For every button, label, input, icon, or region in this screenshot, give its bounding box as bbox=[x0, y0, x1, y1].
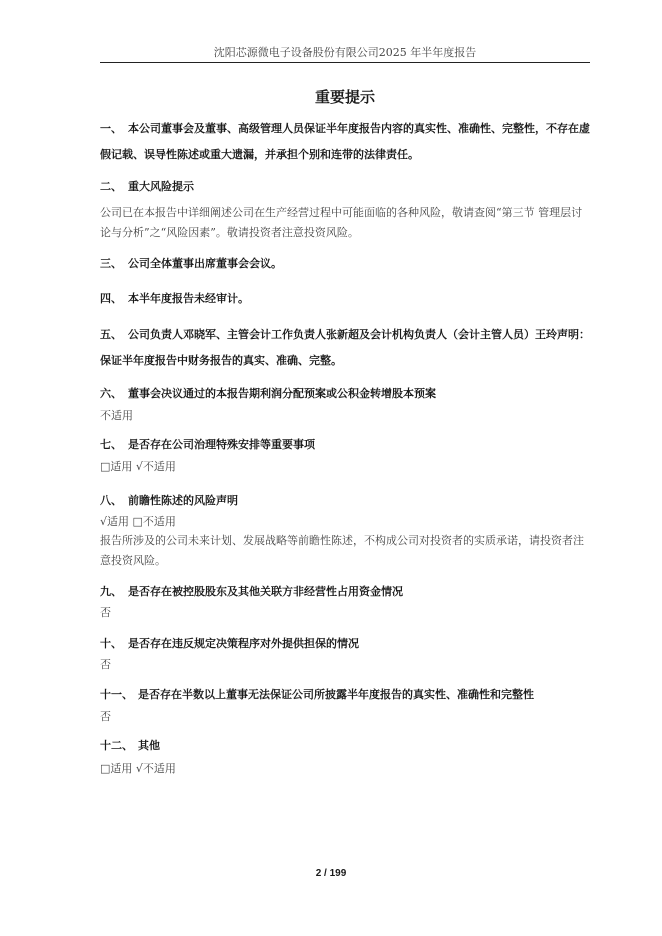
header-rule bbox=[100, 62, 590, 63]
section-6-heading bbox=[100, 381, 590, 407]
section-4-heading bbox=[100, 286, 590, 312]
section-11-body: 否 bbox=[100, 710, 111, 723]
section-number: 一、 bbox=[100, 122, 122, 135]
section-heading-text: 公司负责人邓晓军、主管会计工作负责人张新超及会计机构负责人（会计主管人员）王玲声明：保证半年度报告中财务报告的真实、准确、完整。 bbox=[100, 328, 590, 367]
section-9-body: 否 bbox=[100, 606, 111, 619]
section-number: 四、 bbox=[100, 292, 122, 305]
section-number: 九、 bbox=[100, 585, 122, 598]
section-6-body: 不适用 bbox=[100, 409, 133, 422]
running-header: 沈阳芯源微电子设备股份有限公司2025 年半年度报告 bbox=[213, 46, 477, 59]
section-number: 十二、 bbox=[100, 739, 133, 752]
section-heading-text: 是否存在公司治理特殊安排等重要事项 bbox=[128, 438, 315, 451]
section-5-heading bbox=[100, 322, 590, 374]
section-heading-text: 公司全体董事出席董事会会议。 bbox=[128, 257, 282, 270]
section-number: 八、 bbox=[100, 494, 122, 507]
section-7-heading bbox=[100, 432, 590, 458]
section-number: 二、 bbox=[100, 180, 122, 193]
section-8-body: 报告所涉及的公司未来计划、发展战略等前瞻性陈述，不构成公司对投资者的实质承诺，请投资者注意投资风险。 bbox=[100, 534, 584, 567]
section-8-applicability: √适用 □不适用 bbox=[100, 515, 176, 528]
section-heading-text: 是否存在违反规定决策程序对外提供担保的情况 bbox=[128, 637, 359, 650]
section-11-heading bbox=[100, 682, 590, 708]
section-7-body: □适用 √不适用 bbox=[100, 460, 176, 473]
section-number: 五、 bbox=[100, 328, 122, 341]
page-number: 2 / 199 bbox=[315, 868, 347, 879]
section-12-body: □适用 √不适用 bbox=[100, 762, 176, 775]
section-number: 十、 bbox=[100, 637, 122, 650]
section-number: 七、 bbox=[100, 438, 122, 451]
section-heading-text: 是否存在被控股股东及其他关联方非经营性占用资金情况 bbox=[128, 585, 403, 598]
section-10-body: 否 bbox=[100, 658, 111, 671]
section-number: 六、 bbox=[100, 387, 122, 400]
page-title: 重要提示 bbox=[314, 88, 375, 106]
section-number: 三、 bbox=[100, 257, 122, 270]
section-3-heading bbox=[100, 251, 590, 277]
section-heading-text: 前瞻性陈述的风险声明 bbox=[128, 494, 238, 507]
section-heading-text: 董事会决议通过的本报告期利润分配预案或公积金转增股本预案 bbox=[128, 387, 436, 400]
section-1-heading bbox=[100, 116, 590, 168]
section-10-heading bbox=[100, 631, 590, 657]
section-heading-text: 是否存在半数以上董事无法保证公司所披露半年度报告的真实性、准确性和完整性 bbox=[138, 688, 534, 701]
section-8-heading bbox=[100, 488, 590, 514]
section-2-heading bbox=[100, 174, 590, 200]
section-heading-text: 本公司董事会及董事、高级管理人员保证半年度报告内容的真实性、准确性、完整性，不存在虚假记载、误导性陈述或重大遗漏，并承担个别和连带的法律责任。 bbox=[100, 122, 590, 161]
section-heading-text: 本半年度报告未经审计。 bbox=[128, 292, 249, 305]
section-2-body: 公司已在本报告中详细阐述公司在生产经营过程中可能面临的各种风险，敬请查阅“第三节 管理层讨论与分析”之“风险因素”。敬请投资者注意投资风险。 bbox=[100, 206, 583, 239]
section-number: 十一、 bbox=[100, 688, 133, 701]
section-heading-text: 重大风险提示 bbox=[128, 180, 194, 193]
section-heading-text: 其他 bbox=[138, 739, 160, 752]
section-9-heading bbox=[100, 579, 590, 605]
section-12-heading bbox=[100, 733, 590, 759]
